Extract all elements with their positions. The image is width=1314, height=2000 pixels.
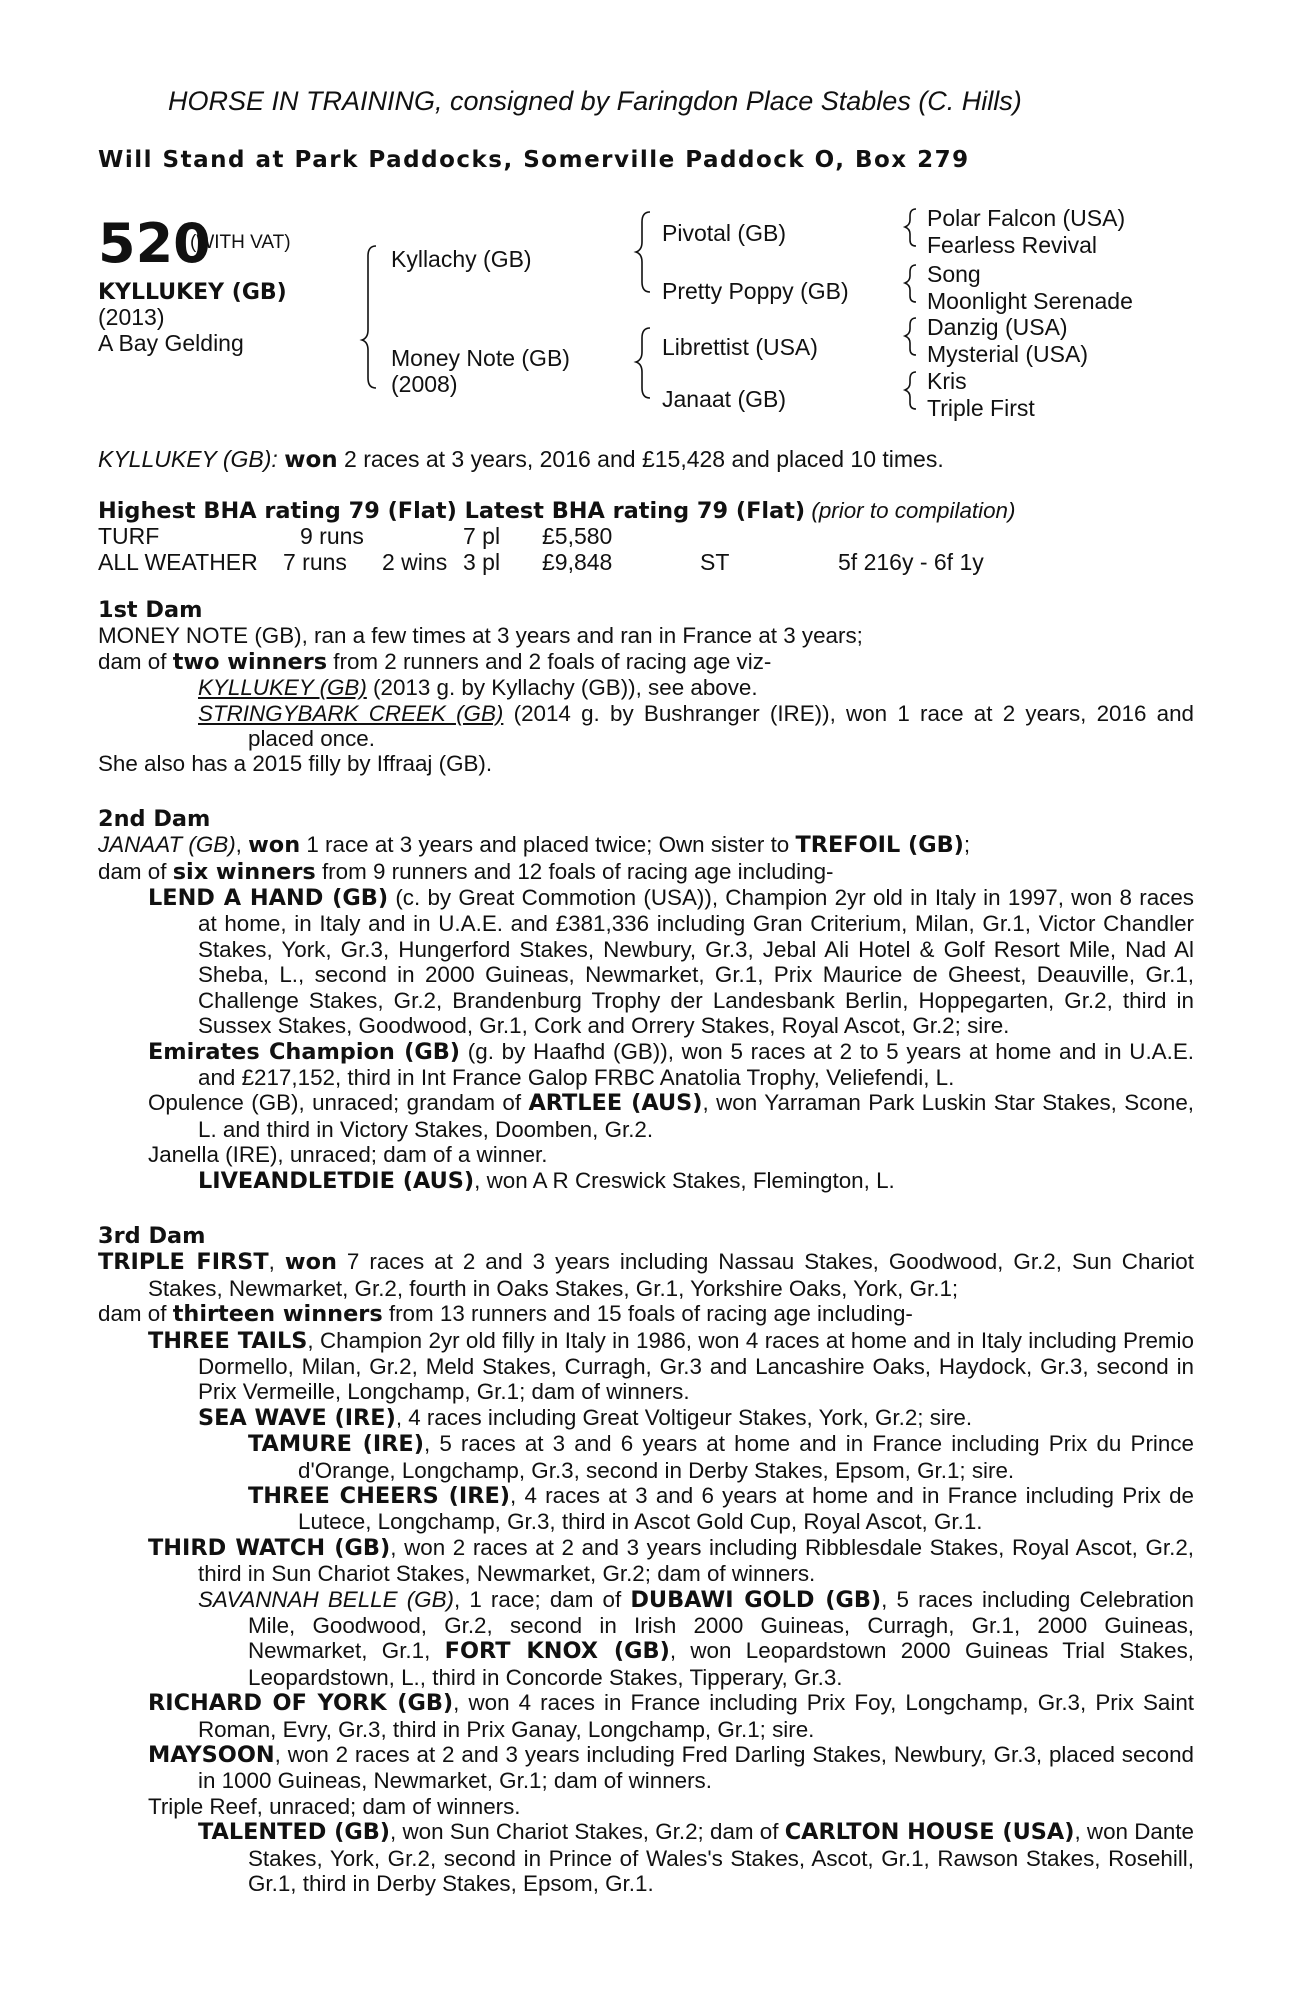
pedigree-sss: Polar Falcon (USA) [927,205,1126,231]
pedigree-ssd: Fearless Revival [927,232,1097,258]
triple-reef-entry: Triple Reef, unraced; dam of winners. [148,1793,521,1819]
horse-name: KYLLUKEY (GB) [98,280,287,305]
three-cheers-entry: THREE CHEERS (IRE), 4 races at 3 and 6 years at home and in France including Prix de Lutece, Longchamp, Gr.3, third in Ascot Gold Cup, Royal Ascot, Gr.1. [248,1483,1194,1535]
lend-a-hand-entry: LEND A HAND (GB) (c. by Great Commotion (USA)), Champion 2yr old in Italy in 1997, won 8 races at home, in Italy and in U.A.E. and £381,336 including Gran Criterium, Milan, Gr.1, Victor Chandler Stakes, York, Gr.3, Hungerford Stakes, Newbury, Gr.3, Jebal Ali Hotel & Golf Resort Mile, Nad Al Sheba, L., second in 2000 Guineas, Newmarket, Gr.1, Prix Maurice de Gheest, Deauville, Gr.1, Challenge Stakes, Gr.2, Brandenburg Trophy der Landesbank Berlin, Hoppegarten, Gr.2, third in Sussex Stakes, Goodwood, Gr.1, Cork and Orrery Stakes, Royal Ascot, Gr.2; sire. [148,885,1195,1039]
savannah-belle-entry: SAVANNAH BELLE (GB), 1 race; dam of DUBAWI GOLD (GB), 5 races including Celebration Mile, Goodwood, Gr.2, second in Irish 2000 Guineas, Curragh, Gr.1, 2000 Guineas, Newmarket, Gr.1, FORT KNOX (GB), won Leopardstown 2000 Guineas Trial Stakes, Leopardstown, L., third in Concorde Stakes, Tipperary, Gr.3. [198,1586,1195,1690]
liveandletdie-entry: LIVEANDLETDIE (AUS), won A R Creswick Stakes, Flemington, L. [198,1167,895,1194]
pedigree-sire: Kyllachy (GB) [391,246,532,272]
pedigree-sds: Song [927,261,981,287]
horse-year: (2013) [98,304,165,330]
dam-sections: 1st Dam MONEY NOTE (GB), ran a few times at 3 years and ran in France at 3 years; dam of two winners from 2 runners and 2 foals of racing age viz- KYLLUKEY (GB) (2013 g. by Kyllachy (GB)), see above. STRINGYBARK CREEK (GB) (2014 g. by Bushranger (IRE)), won 1 race at 2 years, 2016 and placed once. She also has a 2015 filly by Iffraaj (GB). 2nd Dam JANAAT (GB), won 1 race at 3 years and placed twice; Own sister to TREFOIL (GB); dam of six winners from 9 runners and 12 foals of racing age including- LEND A HAND (GB) (c. by Great Commotion (USA)), Champion 2yr old in Italy in 1997, won 8 races at home, in Italy and in U.A.E. and £381,336 including Gran Criterium, Milan, Gr.1, Victor Chandler Stakes, York, Gr.3, Hungerford Stakes, Newbury, Gr.3, Jebal Ali Hotel & Golf Resort Mile, Nad Al Sheba, L., second in 2000 Guineas, Newmarket, Gr.1, Prix Maurice de Gheest, Deauville, Gr.1, Challenge Stakes, Gr.2, Brandenburg Trophy der Landesbank Berlin, Hoppegarten, Gr.2, third in Sussex Stakes, Goodwood, Gr.1, Cork and Orrery Stakes, Royal Ascot, Gr.2; sire. Emirates Champion (GB) (g. by Haafhd (GB)), won 5 races at 2 to 5 years at home and in U.A.E. and £217,152, third in Int France Galop FRBC Anatolia Trophy, Veliefendi, L. Opulence (GB), unraced; grandam of ARTLEE (AUS), won Yarraman Park Luskin Star Stakes, Scone, L. and third in Victory Stakes, Doomben, Gr.2. Janella (IRE), unraced; dam of a winner. LIVEANDLETDIE (AUS), won A R Creswick Stakes, Flemington, L. 3rd Dam TRIPLE FIRST, won 7 races at 2 and 3 years including Nassau Stakes, Goodwood, Gr.2, Sun Chariot Stakes, Newmarket, Gr.2, fourth in Oaks Stakes, Gr.1, Yorkshire Oaks, York, Gr.1; dam of thirteen winners from 13 runners and 15 foals of racing age including- THREE TAILS, Champion 2yr old filly in Italy in 1986, won 4 races at home and in Italy including Premio Dormello, Milan, Gr.2, Meld Stakes, Curragh, Gr.3 and Lancashire Oaks, Haydock, Gr.3, second in Prix Vermeille, Longchamp, Gr.1; dam of winners. SEA WAVE (IRE), 4 races including Great Voltigeur Stakes, York, Gr.2; sire. TAMURE (IRE), 5 races at 3 and 6 years at home and in France including Prix du Prince d'Orange, Longchamp, Gr.3, second in Derby Stakes, Epsom, Gr.1; sire. THREE CHEERS (IRE), 4 races at 3 and 6 years at home and in France including Prix de Lutece, Longchamp, Gr.3, third in Ascot Gold Cup, Royal Ascot, Gr.1. THIRD WATCH (GB), won 2 races at 2 and 3 years including Ribblesdale Stakes, Royal Ascot, Gr.2, third in Sun Chariot Stakes, Newmarket, Gr.2; dam of winners. SAVANNAH BELLE (GB), 1 race; dam of DUBAWI GOLD (GB), 5 races including Celebration Mile, Goodwood, Gr.2, second in Irish 2000 Guineas, Curragh, Gr.1, 2000 Guineas, Newmarket, Gr.1, FORT KNOX (GB), won Leopardstown 2000 Guineas Trial Stakes, Leopardstown, L., third in Concorde Stakes, Tipperary, Gr.3. RICHARD OF YORK (GB), won 4 races in France including Prix Foy, Longchamp, Gr.3, Prix Saint Roman, Evry, Gr.3, third in Prix Ganay, Longchamp, Gr.1; sire. MAYSOON, won 2 races at 2 and 3 years including Fred Darling Stakes, Newbury, Gr.3, placed second in 1000 Guineas, Newmarket, Gr.1; dam of winners. Triple Reef, unraced; dam of winners. TALENTED (GB), won Sun Chariot Stakes, Gr.2; dam of CARLTON HOUSE (USA), won Dante Stakes, York, Gr.2, second in Prince of Wales's Stakes, Ascot, Gr.1, Rawson Stakes, Rosehill, Gr.1, third in Derby Stakes, Epsom, Gr.1. [98,597,1195,1897]
first-dam-foal-2: STRINGYBARK CREEK (GB) (2014 g. by Bushranger (IRE)), won 1 race at 2 years, 2016 and placed once. [198,700,1195,752]
maysoon-entry: MAYSOON, won 2 races at 2 and 3 years including Fred Darling Stakes, Newbury, Gr.3, placed second in 1000 Guineas, Newmarket, Gr.1; dam of winners. [148,1742,1194,1794]
pedigree-dds: Kris [927,368,967,394]
pedigree-dam-sire: Librettist (USA) [662,334,818,360]
pedigree-sire-dam: Pretty Poppy (GB) [662,278,849,304]
third-dam-heading: 3rd Dam [98,1222,206,1249]
pedigree-dam: Money Note (GB) [391,345,570,371]
first-dam-foal-1: KYLLUKEY (GB) (2013 g. by Kyllachy (GB)), see above. [198,675,758,701]
richard-of-york-entry: RICHARD OF YORK (GB), won 4 races in France including Prix Foy, Longchamp, Gr.3, Prix Saint Roman, Evry, Gr.3, third in Prix Ganay, Longchamp, Gr.1; sire. [148,1690,1194,1742]
triple-first-entry: TRIPLE FIRST, won 7 races at 2 and 3 years including Nassau Stakes, Goodwood, Gr.2, Sun Chariot Stakes, Newmarket, Gr.2, fourth in Oaks Stakes, Gr.1, Yorkshire Oaks, York, Gr.1; [98,1249,1194,1301]
three-tails-entry: THREE TAILS, Champion 2yr old filly in Italy in 1986, won 4 races at home and in Italy including Premio Dormello, Milan, Gr.2, Meld Stakes, Curragh, Gr.3 and Lancashire Oaks, Haydock, Gr.3, second in Prix Vermeille, Longchamp, Gr.1; dam of winners. [148,1327,1194,1405]
pedigree-dam-dam: Janaat (GB) [662,386,786,412]
vat-label: (WITH VAT) [190,232,291,253]
pedigree-sire-sire: Pivotal (GB) [662,220,786,246]
pedigree-dam-year: (2008) [391,371,458,397]
sea-wave-entry: SEA WAVE (IRE), 4 races including Great Voltigeur Stakes, York, Gr.2; sire. [198,1404,973,1431]
first-dam-line: MONEY NOTE (GB), ran a few times at 3 years and ran in France at 3 years; [98,623,863,649]
race-summary: KYLLUKEY (GB): won 2 races at 3 years, 2016 and £15,428 and placed 10 times. [98,446,944,473]
third-watch-entry: THIRD WATCH (GB), won 2 races at 2 and 3 years including Ribblesdale Stakes, Royal Ascot, Gr.2, third in Sun Chariot Stakes, Newmarket, Gr.2; dam of winners. [148,1534,1194,1587]
stand-location: Will Stand at Park Paddocks, Somerville Paddock O, Box 279 [98,147,970,173]
second-dam-heading: 2nd Dam [98,805,211,832]
pedigree-dss: Danzig (USA) [927,314,1068,340]
talented-entry: TALENTED (GB), won Sun Chariot Stakes, Gr.2; dam of CARLTON HOUSE (USA), won Dante Stakes, York, Gr.2, second in Prince of Wales's Stakes, Ascot, Gr.1, Rawson Stakes, Rosehill, Gr.1, third in Derby Stakes, Epsom, Gr.1. [198,1819,1194,1897]
emirates-champion-entry: Emirates Champion (GB) (g. by Haafhd (GB)), won 5 races at 2 to 5 years at home and in U.A.E. and £217,152, third in Int France Galop FRBC Anatolia Trophy, Veliefendi, L. [148,1038,1194,1090]
janella-entry: Janella (IRE), unraced; dam of a winner. [148,1142,548,1168]
opulence-entry: Opulence (GB), unraced; grandam of ARTLEE (AUS), won Yarraman Park Luskin Star Stakes, Scone, L. and third in Victory Stakes, Doomben, Gr.2. [148,1090,1194,1142]
lot-number: 520 [98,212,211,275]
bha-rating: Highest BHA rating 79 (Flat) Latest BHA rating 79 (Flat) (prior to compilation) [98,498,1016,524]
tamure-entry: TAMURE (IRE), 5 races at 3 and 6 years at home and in France including Prix du Prince d'Orange, Longchamp, Gr.3, second in Derby Stakes, Epsom, Gr.1; sire. [248,1431,1194,1483]
pedigree-dsd: Mysterial (USA) [927,341,1089,367]
page-title: HORSE IN TRAINING, consigned by Faringdon Place Stables (C. Hills) [168,86,1022,116]
horse-description: A Bay Gelding [98,330,244,356]
pedigree-ddd: Triple First [927,395,1035,421]
pedigree-sdd: Moonlight Serenade [927,288,1133,314]
first-dam-heading: 1st Dam [98,597,203,623]
